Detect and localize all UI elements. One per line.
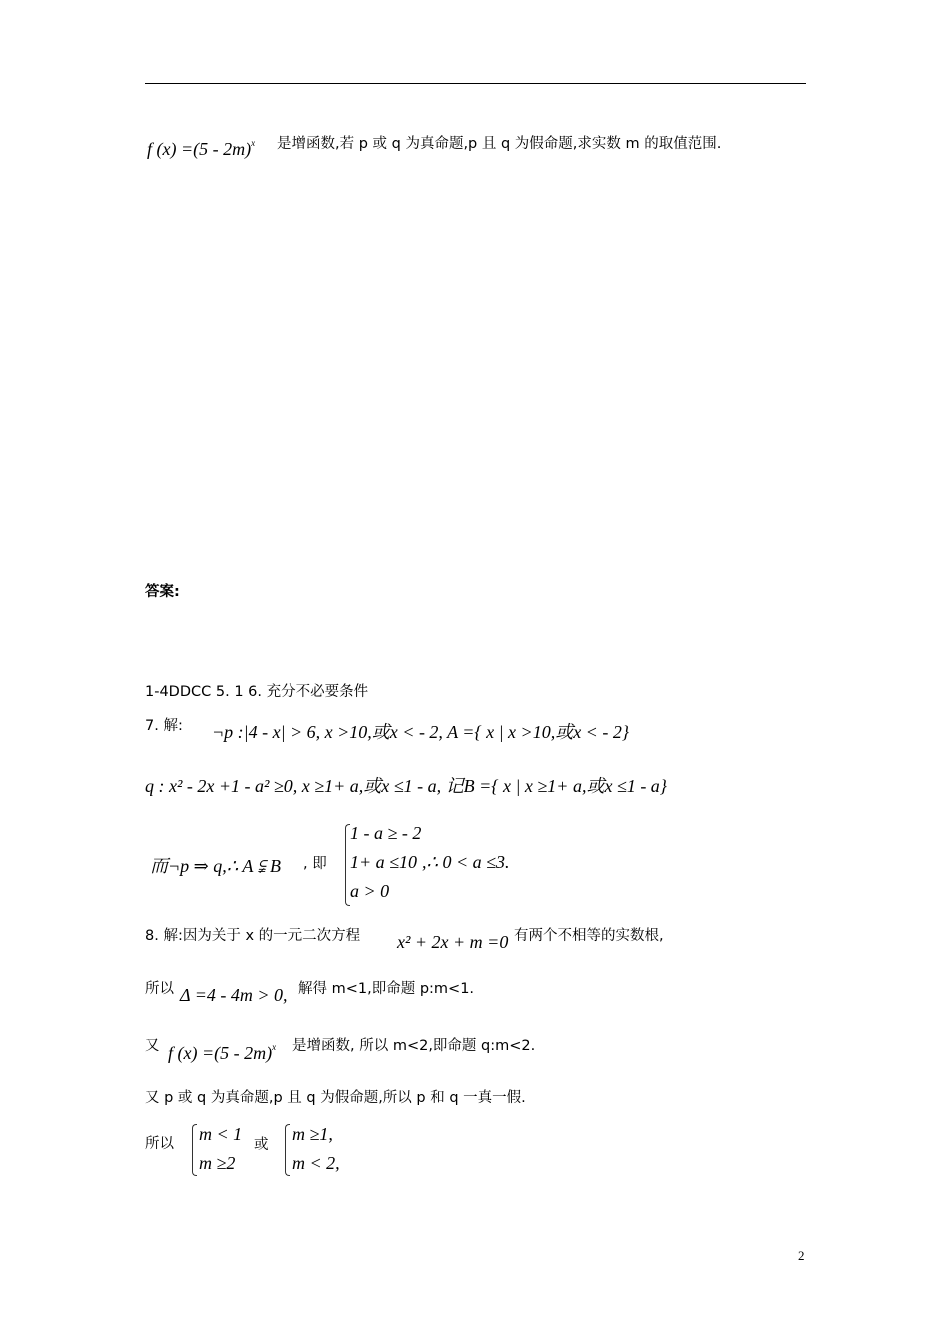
q7-sys-3: a > 0	[350, 881, 390, 901]
q7-line3-mid: , 即	[303, 856, 327, 872]
q8-line4: 又 p 或 q 为真命题,p 且 q 为假命题,所以 p 和 q 一真一假.	[145, 1090, 526, 1106]
q7-sys-2: 1+ a ≤10	[350, 852, 418, 872]
q8-line2-b: 解得 m<1,即命题 p:m<1.	[298, 981, 475, 997]
q8-sys1-1: m < 1	[199, 1124, 243, 1144]
q7-line2: q : x² - 2x +1 - a² ≥0, x ≥1+ a,或x ≤1 - a, 记B ={ x | x ≥1+ a,或x ≤1 - a}	[145, 776, 668, 796]
page-number: 2	[798, 1248, 805, 1263]
q7-line3-prefix: 而¬p ⇒ q,∴ A ⫋ B	[150, 856, 281, 876]
q7-sys-1: 1 - a ≥ - 2	[350, 823, 422, 843]
header-rule	[145, 83, 806, 84]
answer-line-1: 1-4DDCC 5. 1 6. 充分不必要条件	[145, 684, 369, 700]
problem-text: 是增函数,若 p 或 q 为真命题,p 且 q 为假命题,求实数 m 的取值范围.	[277, 136, 722, 152]
q8-sys2-brace	[285, 1124, 290, 1176]
q8-line1-b: 有两个不相等的实数根,	[514, 928, 664, 944]
q8-line5-a: 所以	[145, 1136, 174, 1152]
q8-line2-eq: Δ =4 - 4m > 0,	[180, 985, 288, 1005]
q8-line3-eq: f (x) =(5 - 2m)$^x$	[168, 1042, 277, 1063]
q8-sys1-2: m ≥2	[199, 1153, 236, 1173]
q8-line5-or: 或	[254, 1137, 269, 1153]
q7-line1: ¬p :|4 - x| > 6, x >10,或x < - 2, A ={ x | x >10,或x < - 2}	[212, 722, 630, 742]
q7-label: 7. 解:	[145, 718, 183, 734]
q8-line3-b: 是增函数, 所以 m<2,即命题 q:m<2.	[292, 1038, 536, 1054]
q8-line1-a: 8. 解:因为关于 x 的一元二次方程	[145, 928, 361, 944]
q8-line3-a: 又	[145, 1038, 160, 1054]
q8-sys2-1: m ≥1,	[292, 1124, 333, 1144]
q8-line2-a: 所以	[145, 981, 174, 997]
q7-line3-suffix: ,∴ 0 < a ≤3.	[422, 852, 510, 872]
problem-function: f (x) =(5 - 2m)$^x$	[147, 138, 256, 159]
answer-heading: 答案:	[145, 584, 180, 600]
q8-sys1-brace	[192, 1124, 197, 1176]
q8-line1-eq: x² + 2x + m =0	[397, 932, 509, 952]
q8-sys2-2: m < 2,	[292, 1153, 340, 1173]
